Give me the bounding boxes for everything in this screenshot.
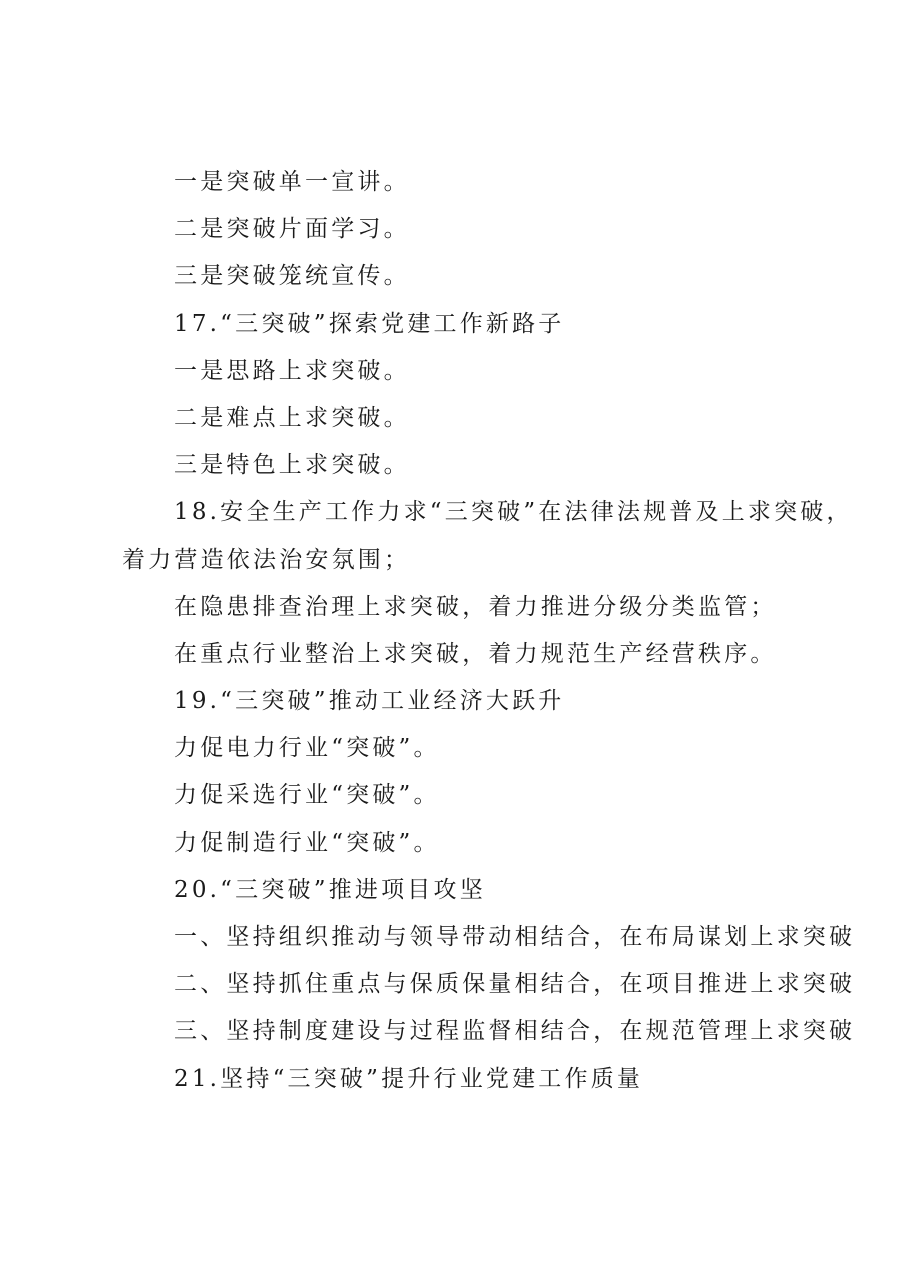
paragraph-continuation-line: 着力营造依法治安氛围； bbox=[122, 546, 411, 573]
section-heading-17: 17.“三突破”探索党建工作新路子 bbox=[174, 310, 565, 337]
section-heading-20: 20.“三突破”推进项目攻坚 bbox=[174, 876, 486, 903]
paragraph-line: 三、坚持制度建设与过程监督相结合，在规范管理上求突破 bbox=[174, 1018, 856, 1045]
document-body bbox=[122, 159, 856, 1103]
paragraph-line: 二、坚持抓住重点与保质保量相结合，在项目推进上求突破 bbox=[174, 971, 856, 998]
section-heading-21: 21.坚持“三突破”提升行业党建工作质量 bbox=[174, 1065, 644, 1092]
paragraph-line: 一是思路上求突破。 bbox=[174, 357, 410, 384]
paragraph-line: 二是突破片面学习。 bbox=[174, 216, 410, 243]
paragraph-line: 一、坚持组织推动与领导带动相结合，在布局谋划上求突破 bbox=[174, 924, 856, 950]
paragraph-line: 力促采选行业“突破”。 bbox=[174, 782, 440, 809]
paragraph-line: 力促电力行业“突破”。 bbox=[174, 735, 440, 762]
section-heading-18: 18.安全生产工作力求“三突破”在法律法规普及上求突破， bbox=[174, 499, 853, 526]
paragraph-line: 二是难点上求突破。 bbox=[174, 404, 410, 431]
section-heading-19: 19.“三突破”推动工业经济大跃升 bbox=[174, 688, 565, 715]
paragraph-line: 在重点行业整治上求突破，着力规范生产经营秩序。 bbox=[174, 640, 777, 667]
paragraph-line: 一是突破单一宣讲。 bbox=[174, 169, 410, 195]
paragraph-line: 三是突破笼统宣传。 bbox=[174, 263, 410, 290]
paragraph-line: 在隐患排查治理上求突破，着力推进分级分类监管； bbox=[174, 593, 777, 620]
paragraph-line: 力促制造行业“突破”。 bbox=[174, 829, 440, 856]
paragraph-line: 三是特色上求突破。 bbox=[174, 452, 410, 479]
